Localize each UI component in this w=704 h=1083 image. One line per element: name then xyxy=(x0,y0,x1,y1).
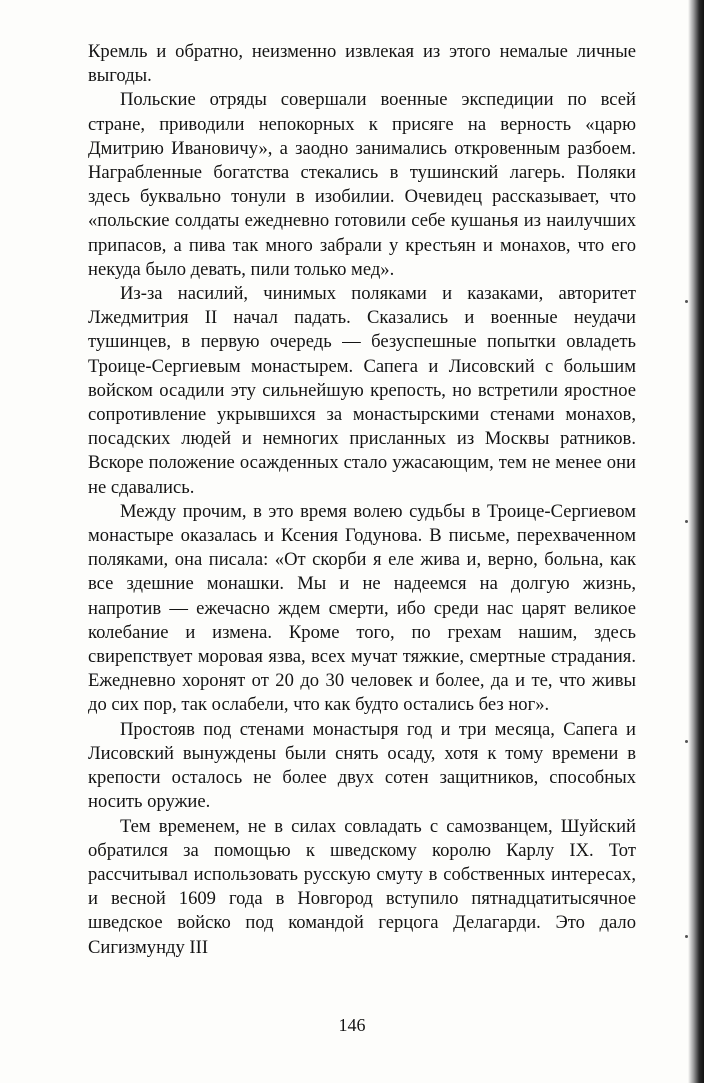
paragraph-ksenia-godunova: Между прочим, в это время волею судьбы в Троице-Сергиевом монастыре оказалась и Ксения Годунова. В письме, перехваченном поляками, она писала: «От скорби я еле жива и, верно, больна, как все здешние монашки. Мы и не надеемся на долгую жизнь, напротив — ежечасно ждем смерти, ибо среди нас царят великое колебание и измена. Кроме того, по грехам нашим, здесь свирепствует моровая язва, всех мучат тяжкие, смертные страдания. Ежедневно хоронят от 20 до 30 человек и более, да и те, что живы до сих пор, так ослабели, что как будто остались без ног». xyxy=(88,500,636,716)
paragraph-continuation: Кремль и обратно, неизменно извлекая из этого немалые личные выгоды. xyxy=(88,41,636,87)
paragraph-polish-detachments: Польские отряды совершали военные экспедиции по всей стране, приводили непокорных к присяге на верность «царю Дмитрию Ивановичу», а заодно занимались откровенным разбоем. Награбленные богатства стекались в тушинский лагерь. Поляки здесь буквально тонули в изобилии. Очевидец рассказывает, что «польские солдаты ежедневно готовили себе кушанья из наилучших припасов, а пива так много забрали у крестьян и монахов, что его некуда было девать, пили только мед». xyxy=(88,89,636,280)
scan-speck xyxy=(685,520,688,523)
page-edge-shadow xyxy=(688,0,704,1083)
paragraph-siege-lifted: Простояв под стенами монастыря год и три месяца, Сапега и Лисовский вынуждены были снять осаду, хотя к тому времени в крепости осталось не более двух сотен защитников, способных носить оружие. xyxy=(88,718,636,813)
scan-speck xyxy=(685,935,688,938)
scan-speck xyxy=(685,740,688,743)
scan-speck xyxy=(685,300,688,303)
page-number: 146 xyxy=(338,1015,366,1035)
paragraph-swedish-help: Тем временем, не в силах совладать с самозванцем, Шуйский обратился за помощью к шведскому королю Карлу IX. Тот рассчитывал использовать русскую смуту в собственных интересах, и весной 1609 года в Новгород вступило пятнадцатитысячное шведское войско под командой герцога Делагарди. Это дало Сигизмунду III xyxy=(88,815,636,958)
paragraph-false-dmitry-authority: Из-за насилий, чинимых поляками и казаками, авторитет Лжедмитрия II начал падать. Сказались и военные неудачи тушинцев, в первую очередь — безуспешные попытки овладеть Троице-Сергиевым монастырем. Сапега и Лисовский с большим войском осадили эту сильнейшую крепость, но встретили яростное сопротивление укрывшихся за монастырскими стенами монахов, посадских людей и немногих присланных из Москвы ратников. Вскоре положение осажденных стало ужасающим, тем не менее они не сдавались. xyxy=(88,283,636,498)
body-text xyxy=(88,40,636,960)
